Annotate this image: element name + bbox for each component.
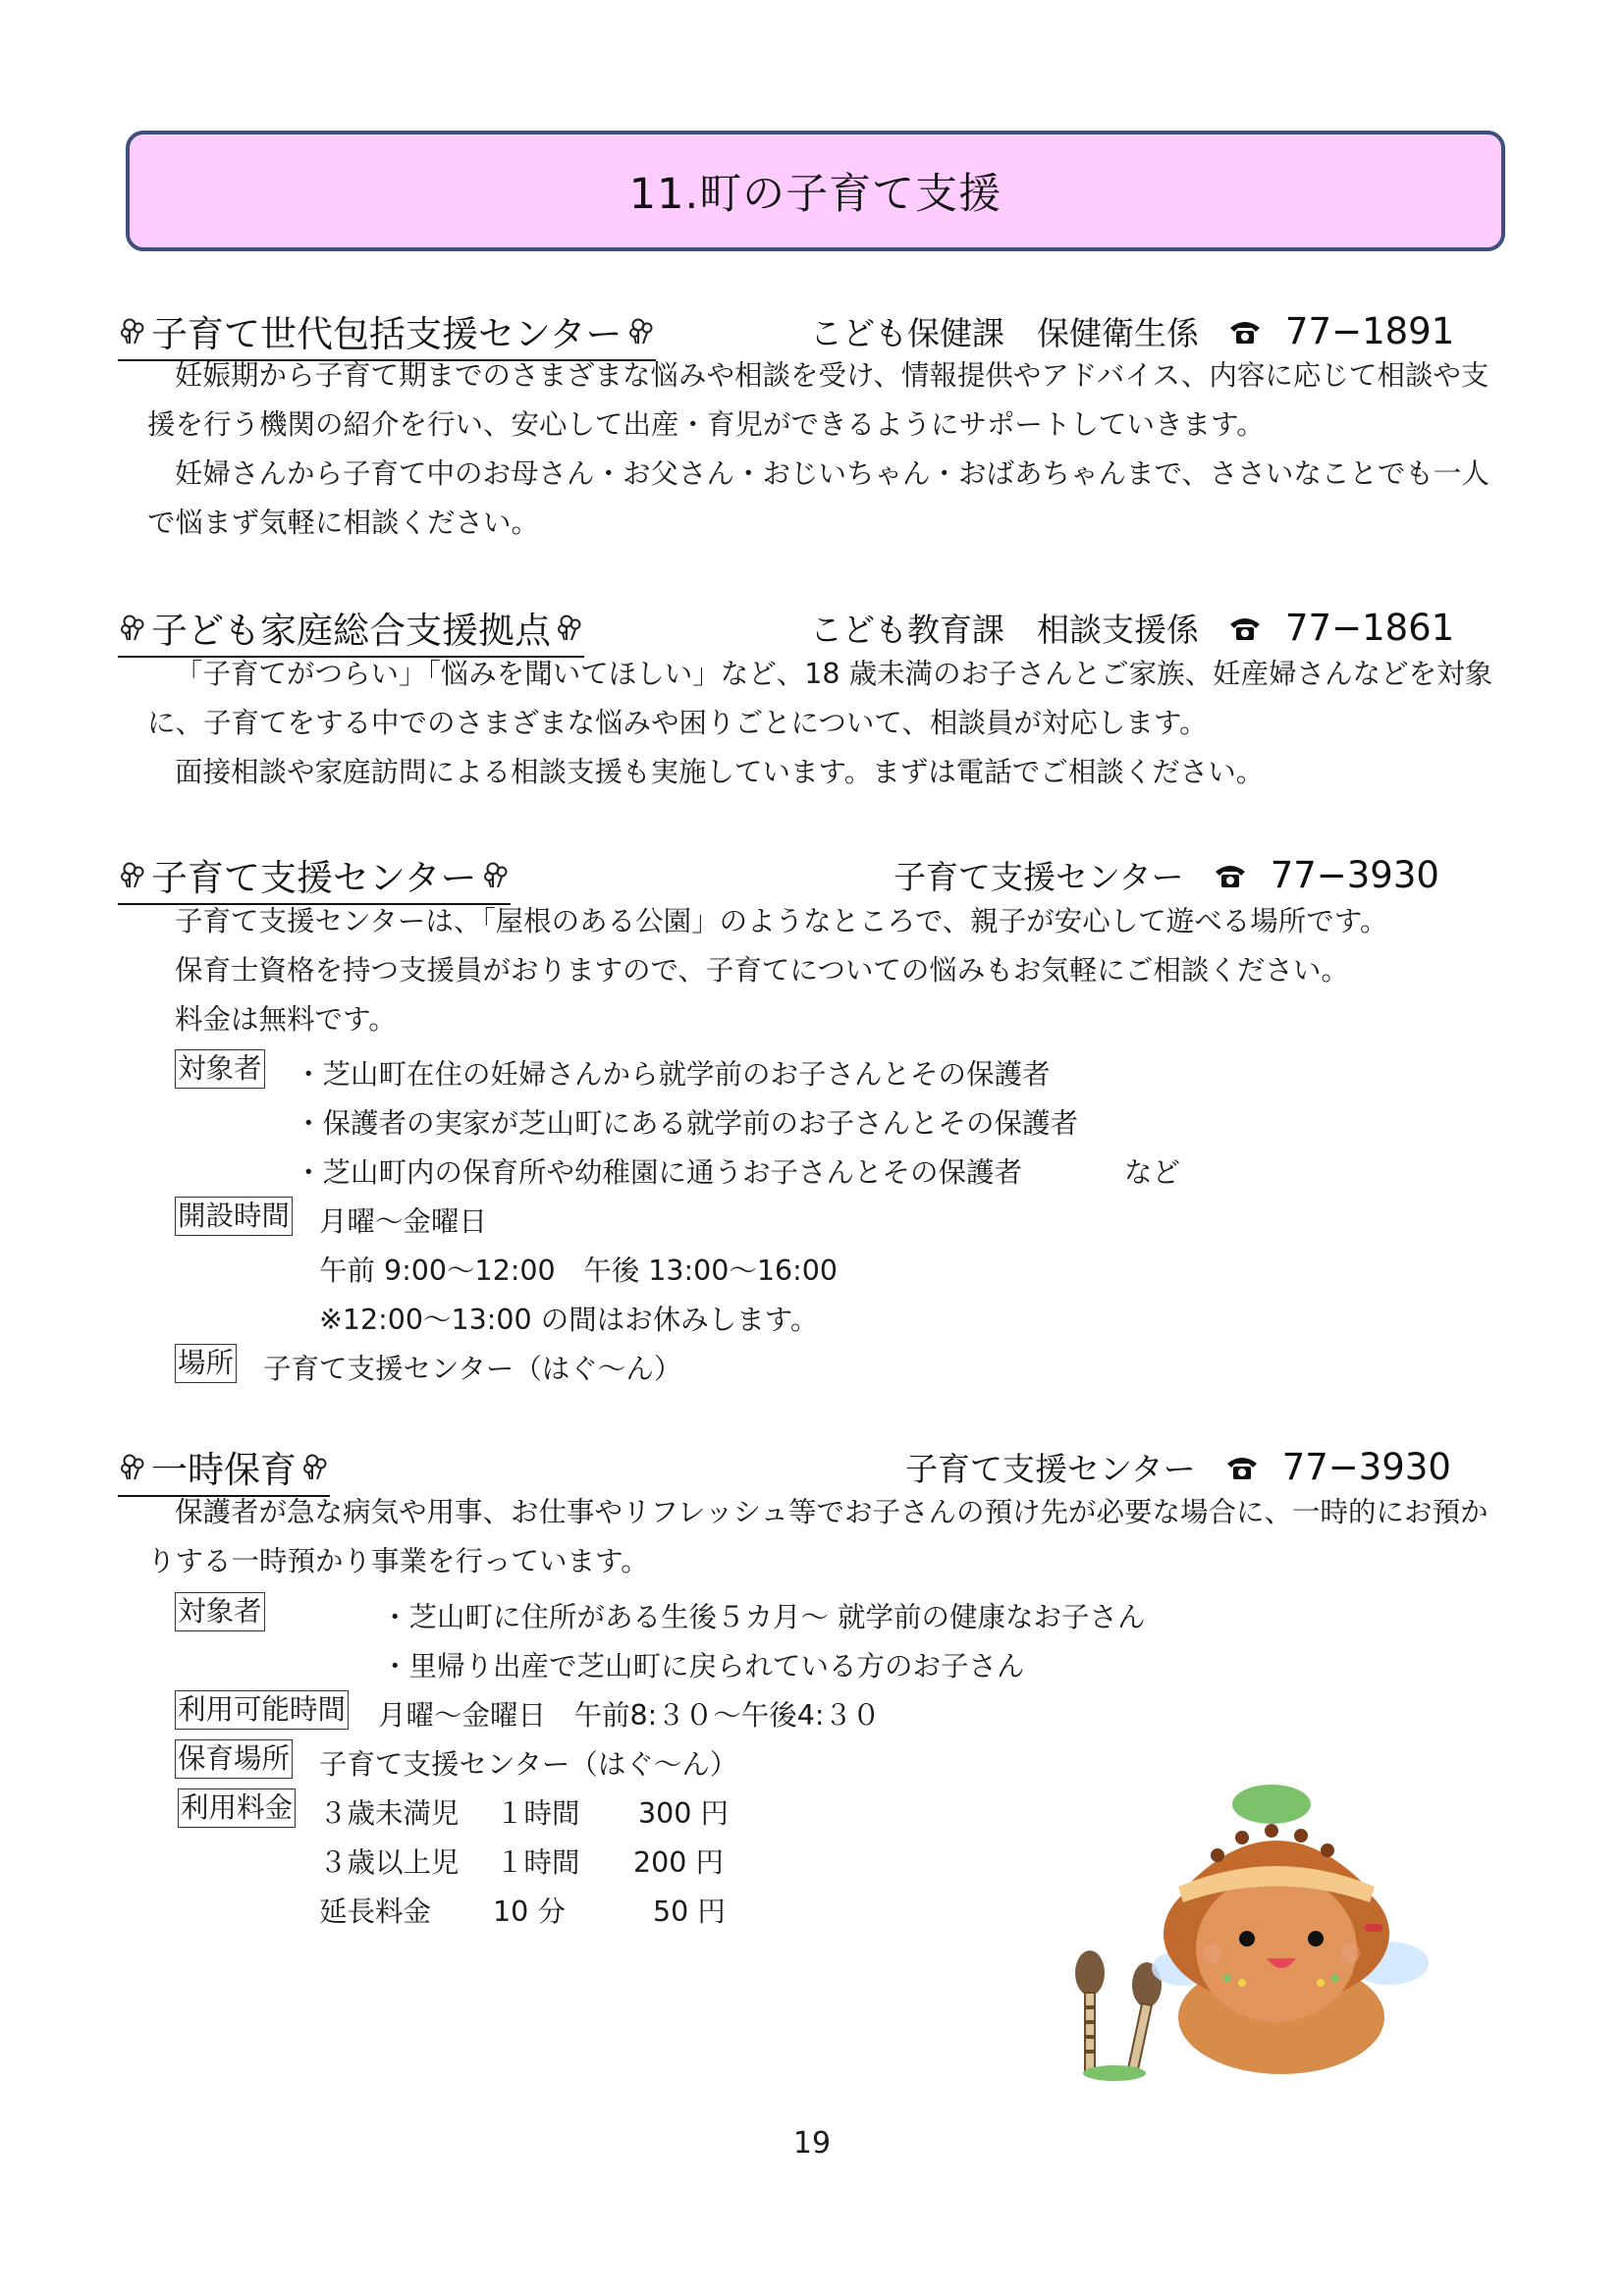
- paragraph-line: 「子育てがつらい」「悩みを聞いてほしい」など、18 歳未満のお子さんとご家族、妊産婦さんなどを対象: [175, 658, 1493, 690]
- section-contact-3: [893, 852, 1439, 898]
- target-label: 対象者: [175, 1049, 265, 1089]
- fee-label: 利用料金: [178, 1789, 296, 1828]
- telephone-icon: [1225, 1454, 1259, 1481]
- maraca-icon: [1075, 1950, 1105, 2071]
- telephone-icon: [1228, 614, 1262, 642]
- contact-dept: こども教育課 相談支援係: [810, 611, 1199, 649]
- telephone-icon: [1228, 318, 1262, 346]
- page-number: 19: [792, 2126, 832, 2161]
- paragraph-line: 面接相談や家庭訪問による相談支援も実施しています。まずは電話でご相談ください。: [175, 756, 1265, 788]
- page-title-banner: [126, 131, 1505, 251]
- hours-line: ※12:00～13:00 の間はお休みします。: [319, 1304, 819, 1336]
- hours-label: 開設時間: [175, 1197, 293, 1236]
- fee-price: 200 円: [633, 1846, 724, 1879]
- section-title: 子育て世代包括支援センター: [151, 313, 623, 355]
- section-title: 子育て支援センター: [151, 857, 477, 899]
- page-title: 11.町の子育て支援: [628, 170, 1002, 219]
- fee-name: ３歳未満児: [319, 1797, 460, 1830]
- contact-dept: こども保健課 保健衛生係: [810, 314, 1199, 352]
- contact-phone: 77−3930: [1270, 854, 1439, 896]
- section-contact-4: [905, 1444, 1451, 1490]
- section-title: 子ども家庭総合支援拠点: [151, 610, 551, 652]
- target-label: 対象者: [175, 1592, 265, 1631]
- contact-dept: 子育て支援センター: [905, 1450, 1196, 1488]
- target-item: ・芝山町在住の妊婦さんから就学前のお子さんとその保護者: [295, 1058, 1051, 1091]
- flower-ornament-icon: [300, 1452, 330, 1481]
- flower-ornament-icon: [626, 316, 656, 346]
- fee-name: 延長料金: [319, 1896, 432, 1928]
- contact-phone: 77−3930: [1281, 1446, 1451, 1488]
- paragraph-line: に、子育てをする中でのさまざまな悩みや困りごとについて、相談員が対応します。: [147, 707, 1208, 739]
- target-item: ・保護者の実家が芝山町にある就学前のお子さんとその保護者: [295, 1107, 1079, 1140]
- paragraph-line: 援を行う機関の紹介を行い、安心して出産・育児ができるようにサポートしていきます。: [147, 408, 1265, 441]
- flower-ornament-icon: [555, 613, 584, 642]
- flower-ornament-icon: [118, 316, 147, 346]
- paragraph: [147, 351, 1532, 548]
- paragraph-line: 子育て支援センターは、「屋根のある公園」のようなところで、親子が安心して遊べる場所です。: [175, 905, 1388, 937]
- paragraph-line: 料金は無料です。: [175, 1003, 397, 1036]
- hours-label: 利用可能時間: [175, 1690, 349, 1730]
- place-value: 子育て支援センター（はぐ～ん）: [263, 1353, 682, 1385]
- haniwa-mascot-illustration: [1070, 1777, 1463, 2101]
- hours-value: 月曜～金曜日 午前8:３０～午後4:３０: [378, 1699, 881, 1732]
- fee-price: 50 円: [653, 1896, 726, 1928]
- fee-unit: １時間: [496, 1797, 580, 1830]
- flower-ornament-icon: [118, 613, 147, 642]
- target-item: ・芝山町内の保育所や幼稚園に通うお子さんとその保護者: [295, 1156, 1023, 1189]
- hours-line: 午前 9:00～12:00 午後 13:00～16:00: [319, 1255, 839, 1287]
- target-item: ・里帰り出産で芝山町に戻られている方のお子さん: [381, 1650, 1025, 1682]
- target-item: ・芝山町に住所がある生後５カ月～ 就学前の健康なお子さん: [381, 1601, 1146, 1633]
- paragraph: [147, 650, 1532, 797]
- section-contact-1: [810, 308, 1454, 354]
- paragraph-line: 保護者が急な病気や用事、お仕事やリフレッシュ等でお子さんの預け先が必要な場合に、一時的にお預か: [175, 1496, 1489, 1528]
- flower-ornament-icon: [118, 860, 147, 889]
- fee-name: ３歳以上児: [319, 1846, 460, 1879]
- hours-line: 月曜～金曜日: [319, 1205, 488, 1238]
- target-suffix: など: [1124, 1156, 1181, 1189]
- contact-phone: 77−1891: [1285, 310, 1455, 352]
- paragraph-line: 妊婦さんから子育て中のお母さん・お父さん・おじいちゃん・おばあちゃんまで、ささいなことでも一人: [175, 457, 1489, 490]
- place-value: 子育て支援センター（はぐ～ん）: [319, 1748, 738, 1781]
- section-title: 一時保育: [151, 1449, 297, 1491]
- fee-price: 300 円: [638, 1797, 729, 1830]
- fee-unit: １時間: [496, 1846, 580, 1879]
- fee-unit: 10 分: [493, 1896, 566, 1928]
- paragraph: [147, 1488, 1532, 1586]
- paragraph: [175, 897, 1530, 1044]
- paragraph-line: りする一時預かり事業を行っています。: [147, 1545, 649, 1577]
- maraca-icon: [1128, 1962, 1162, 2073]
- telephone-icon: [1214, 862, 1247, 889]
- flower-ornament-icon: [481, 860, 511, 889]
- paragraph-line: で悩まず気軽に相談ください。: [147, 507, 540, 539]
- place-label: 保育場所: [175, 1739, 293, 1779]
- contact-dept: 子育て支援センター: [893, 858, 1184, 896]
- section-contact-2: [810, 605, 1454, 651]
- flower-ornament-icon: [118, 1452, 147, 1481]
- paragraph-line: 保育士資格を持つ支援員がおりますので、子育てについての悩みもお気軽にご相談ください。: [175, 954, 1349, 987]
- contact-phone: 77−1861: [1285, 607, 1455, 649]
- paragraph-line: 妊娠期から子育て期までのさまざまな悩みや相談を受け、情報提供やアドバイス、内容に応じて相談や支: [175, 359, 1489, 392]
- place-label: 場所: [175, 1344, 237, 1383]
